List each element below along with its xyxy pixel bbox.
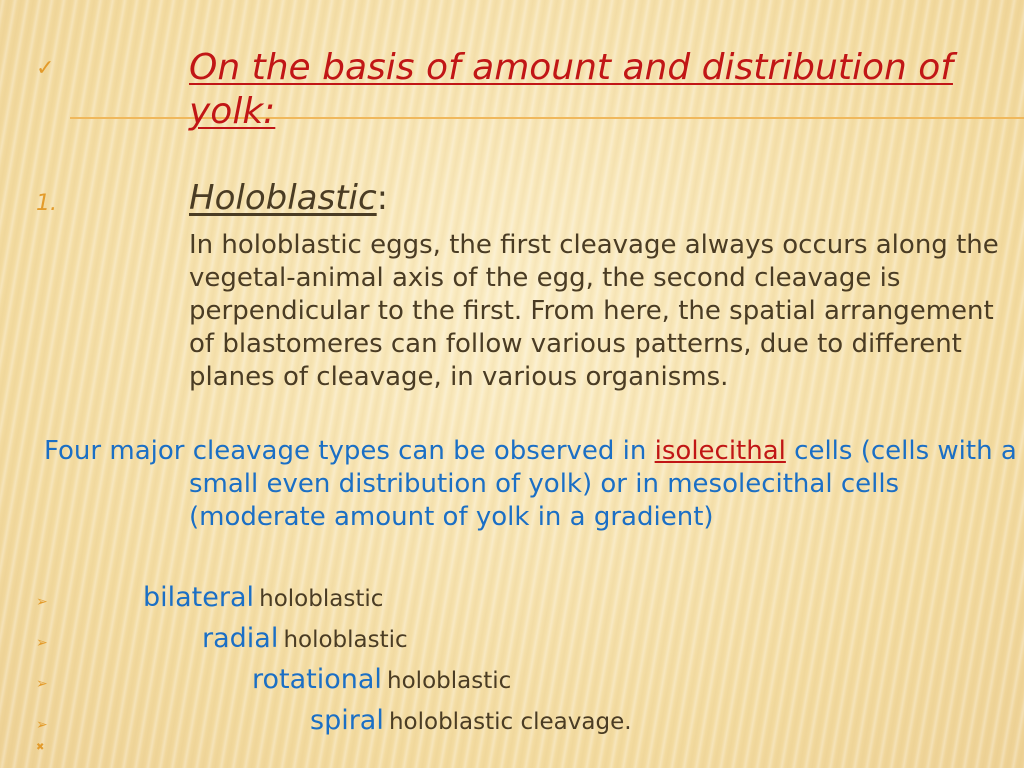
slide-title: On the basis of amount and distribution of yolk: [189,47,953,132]
arrow-bullet-icon: ➢ [36,717,48,733]
list-item-text [143,582,383,613]
arrow-bullet-icon: ➢ [36,594,48,610]
cleavage-term: bilateral [143,582,255,613]
cleavage-type-list [0,580,1024,744]
holoblastic-paragraph: In holoblastic eggs, the first cleavage always occurs along the vegetal-animal axis of the egg, the second cleavage is perpendicular to the first. From here, the spatial arrangement of blastomeres can follow various patterns, due to different planes of cleavage, in various organisms. [189,230,999,392]
heading-colon: : [376,178,389,218]
section-number: 1. [36,191,57,216]
list-item [0,621,1024,662]
cleavage-types-paragraph [44,435,1019,534]
cleavage-term: rotational [252,664,382,695]
paragraph-text-end: cells (cells with a small even distribution of yolk) or in mesolecithal cells (moderate amount of yolk in a gradient) [189,436,1017,532]
cleavage-descriptor: holoblastic [259,586,384,612]
isolecithal-link[interactable]: isolecithal [654,436,786,466]
list-item [0,662,1024,703]
arrow-bullet-icon: ➢ [36,676,48,692]
list-item-text [202,623,408,654]
cleavage-term: radial [202,623,279,654]
heading-word: Holoblastic [189,178,377,218]
list-item [0,703,1024,744]
small-bullet-icon: ✖ [36,742,45,753]
cleavage-term: spiral [310,705,384,736]
section-heading [189,178,388,218]
arrow-bullet-icon: ➢ [36,635,48,651]
check-mark-icon: ✓ [36,56,55,81]
cleavage-descriptor: holoblastic cleavage. [388,709,632,735]
list-item-text [252,664,511,695]
list-item-text [310,705,632,736]
paragraph-text-start: Four major cleavage types can be observed in [44,436,655,466]
list-item [0,580,1024,621]
cleavage-descriptor: holoblastic [387,668,512,694]
cleavage-descriptor: holoblastic [283,627,408,653]
